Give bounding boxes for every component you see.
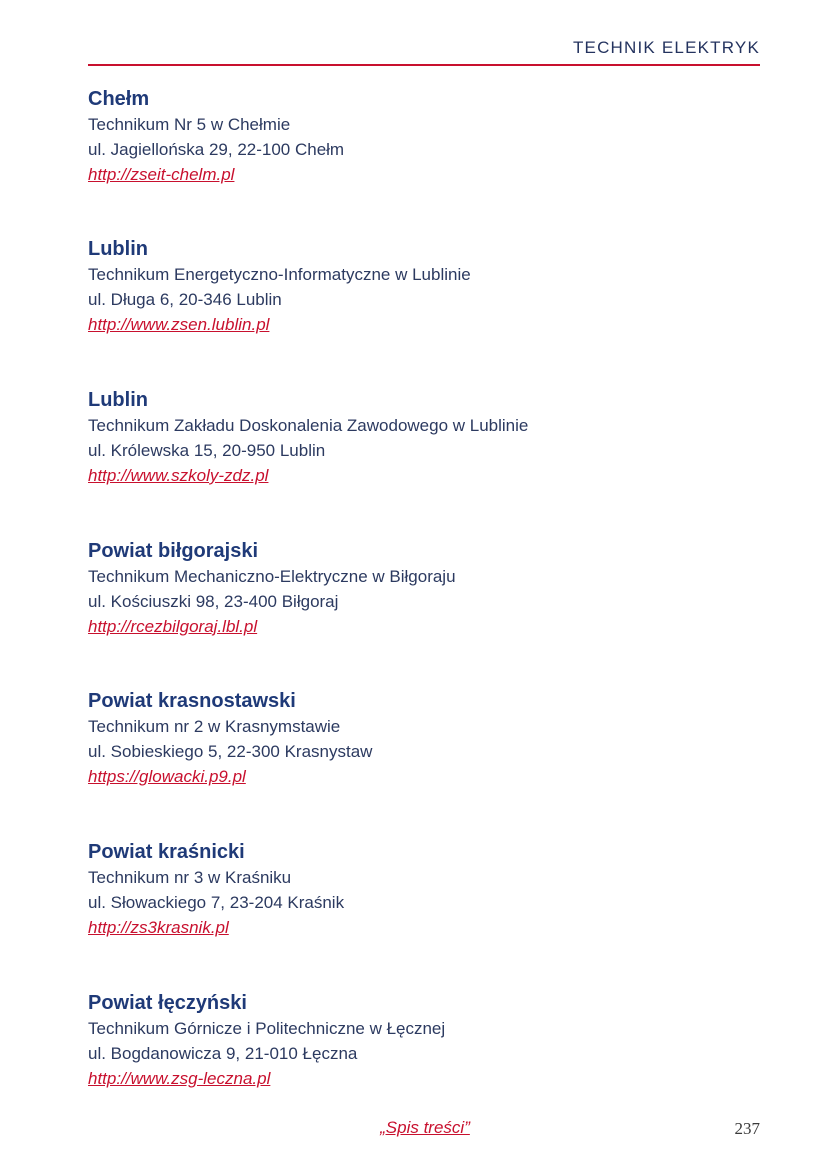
school-entry [88, 688, 748, 789]
table-of-contents-link[interactable]: „Spis treści” [380, 1118, 470, 1137]
school-entry [88, 387, 748, 488]
school-entry [88, 236, 748, 337]
page-number: 237 [734, 1119, 760, 1138]
city-heading: Powiat biłgorajski [88, 540, 259, 562]
school-address: ul. Sobieskiego 5, 22-300 Krasnystaw [88, 742, 373, 761]
school-website-link[interactable]: https://glowacki.p9.pl [88, 767, 246, 786]
school-address: ul. Bogdanowicza 9, 21-010 Łęczna [88, 1044, 358, 1063]
school-address: ul. Kościuszki 98, 23-400 Biłgoraj [88, 592, 339, 611]
school-entry [88, 990, 748, 1091]
city-heading: Powiat kraśnicki [88, 841, 245, 863]
school-name: Technikum nr 2 w Krasnymstawie [88, 717, 341, 736]
school-name: Technikum nr 3 w Kraśniku [88, 868, 292, 887]
school-name: Technikum Nr 5 w Chełmie [88, 115, 291, 134]
school-name: Technikum Górnicze i Politechniczne w Łęcznej [88, 1019, 446, 1038]
school-website-link[interactable]: http://zseit-chelm.pl [88, 165, 235, 184]
school-entry [88, 86, 748, 187]
school-website-link[interactable]: http://www.szkoly-zdz.pl [88, 466, 269, 485]
city-heading: Powiat łęczyński [88, 992, 247, 1014]
school-name: Technikum Zakładu Doskonalenia Zawodowego w Lublinie [88, 416, 529, 435]
school-address: ul. Słowackiego 7, 23-204 Kraśnik [88, 893, 345, 912]
running-header: TECHNIK ELEKTRYK [572, 38, 760, 57]
school-name: Technikum Mechaniczno-Elektryczne w Biłgoraju [88, 567, 456, 586]
school-name: Technikum Energetyczno-Informatyczne w Lublinie [88, 265, 471, 284]
city-heading: Chełm [88, 88, 150, 110]
school-website-link[interactable]: http://www.zsen.lublin.pl [88, 315, 270, 334]
school-address: ul. Królewska 15, 20-950 Lublin [88, 441, 326, 460]
city-heading: Lublin [88, 238, 148, 260]
header-divider [88, 64, 760, 66]
city-heading: Lublin [88, 389, 148, 411]
school-entry [88, 538, 748, 639]
school-website-link[interactable]: http://zs3krasnik.pl [88, 918, 229, 937]
school-website-link[interactable]: http://rcezbilgoraj.lbl.pl [88, 617, 258, 636]
school-address: ul. Długa 6, 20-346 Lublin [88, 290, 282, 309]
school-website-link[interactable]: http://www.zsg-leczna.pl [88, 1069, 271, 1088]
school-entry [88, 839, 748, 940]
school-address: ul. Jagiellońska 29, 22-100 Chełm [88, 140, 345, 159]
city-heading: Powiat krasnostawski [88, 690, 296, 712]
